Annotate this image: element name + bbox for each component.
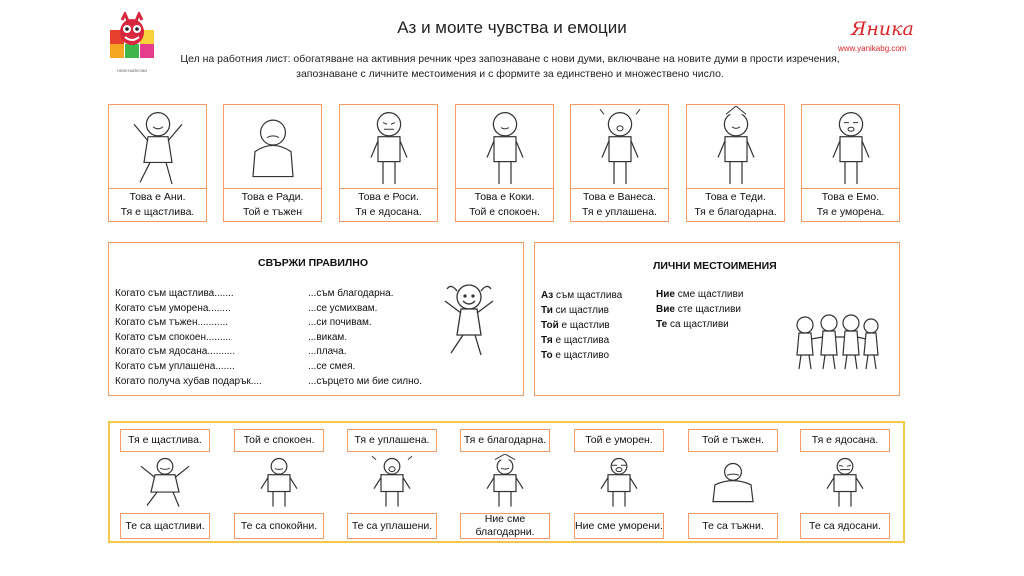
pronoun-phrase: е щастливо (552, 350, 610, 361)
character-feeling: Тя е ядосана. (355, 206, 422, 218)
singular-label: Тя е ядосана. (800, 429, 890, 452)
plural-label: Те са спокойни. (234, 513, 324, 539)
singular-label: Тя е уплашена. (347, 429, 437, 452)
character-caption (340, 188, 437, 221)
match-right-item: ...се усмихвам. (308, 302, 378, 314)
character-feeling: Тя е щастлива. (120, 206, 195, 218)
plural-label: Те са щастливи. (120, 513, 210, 539)
pronoun-phrase: съм щастлива (553, 290, 623, 301)
tired-child-icon (803, 106, 899, 189)
calm-boy-icon (254, 454, 304, 510)
calm-boy-icon (457, 106, 553, 189)
character-feeling: Той е тъжен (242, 206, 302, 218)
singular-label: Тя е благодарна. (460, 429, 550, 452)
match-left-item: Когато съм тъжен........... (115, 317, 229, 329)
match-left-item: Когато съм уплашена....... (115, 361, 235, 372)
brand-logo: Яника (851, 18, 914, 40)
character-name: Това е Емо. (821, 191, 880, 203)
match-right-item: ...се смея. (308, 361, 356, 372)
character-picture (110, 106, 205, 189)
thankful-girl-icon (480, 454, 530, 510)
plural-label: Те са тъжни. (688, 513, 778, 539)
character-card (801, 104, 900, 222)
singular-label: Той е спокоен. (234, 429, 324, 452)
tired-child-icon (594, 454, 644, 510)
character-caption (224, 188, 321, 221)
school-logo-caption: НЕВЕНАЙКОВИ (116, 68, 148, 73)
pronoun: Те (656, 319, 668, 330)
singular-label: Той е тъжен. (688, 429, 778, 452)
pronoun-line (541, 349, 609, 364)
plural-label: Ние сме уморени. (574, 513, 664, 539)
character-card (686, 104, 785, 222)
brand-url[interactable]: www.yanikabg.com (838, 44, 907, 53)
pronoun-phrase: си щастлив (552, 305, 609, 316)
character-picture (341, 106, 436, 189)
pronoun: Вие (656, 304, 675, 315)
scared-girl-icon (367, 454, 417, 510)
plural-label: Те са ядосани. (800, 513, 890, 539)
match-exercise-box (108, 242, 524, 396)
pronoun: Аз (541, 290, 554, 301)
pronoun: Тя (541, 335, 553, 346)
pronoun-phrase: сте щастливи (674, 304, 741, 315)
pronoun-phrase: са щастливи (667, 319, 729, 330)
character-caption (571, 188, 668, 221)
character-card (455, 104, 554, 222)
plural-label: Те са уплашени. (347, 513, 437, 539)
singular-plural-picture (820, 454, 870, 510)
pronoun-line (541, 319, 610, 334)
character-card (570, 104, 669, 222)
character-picture (225, 106, 320, 189)
singular-plural-picture (254, 454, 304, 510)
match-right-item: ...плача. (308, 346, 347, 358)
thankful-girl-icon (688, 106, 784, 189)
pronouns-box (534, 242, 900, 396)
match-right-item: ...съм благодарна. (308, 288, 394, 299)
character-caption (687, 188, 784, 221)
character-caption (802, 188, 899, 221)
character-name: Това е Ани. (129, 191, 186, 203)
plural-label: Ние сме благодарни. (460, 513, 550, 539)
match-right-item: ...сърцето ми бие силно. (308, 375, 422, 387)
character-picture (803, 106, 898, 189)
sad-boy-sitting-icon (225, 106, 321, 189)
page-title: Аз и моите чувства и емоции (397, 18, 627, 37)
match-left-item: Когато съм щастлива....... (115, 288, 234, 299)
character-name: Това е Роси. (358, 191, 419, 203)
character-caption (456, 188, 553, 221)
pronoun-line (541, 304, 609, 319)
sad-boy-icon (708, 454, 758, 510)
group-of-kids-icon (789, 311, 885, 373)
singular-label: Той е уморен. (574, 429, 664, 452)
pronoun-phrase: е щастлива (552, 335, 610, 346)
singular-plural-picture (480, 454, 530, 510)
match-title: СВЪРЖИ ПРАВИЛНО (258, 257, 369, 269)
singular-plural-box (108, 421, 905, 543)
character-name: Това е Теди. (705, 191, 766, 203)
character-card (108, 104, 207, 222)
singular-plural-picture (140, 454, 190, 510)
character-feeling: Тя е благодарна. (694, 206, 777, 218)
character-name: Това е Ванеса. (583, 191, 656, 203)
happy-girl-icon (140, 454, 190, 510)
character-name: Това е Коки. (474, 191, 535, 203)
character-picture (688, 106, 783, 189)
character-card (339, 104, 438, 222)
match-left-item: Когато съм уморена........ (115, 302, 231, 314)
pronouns-title: ЛИЧНИ МЕСТОИМЕНИЯ (653, 260, 777, 272)
character-feeling: Тя е уплашена. (582, 206, 657, 218)
match-left-item: Когато съм спокоен......... (115, 331, 231, 343)
pronoun: Ти (541, 305, 553, 316)
angry-girl-icon (820, 454, 870, 510)
pronoun-phrase: сме щастливи (674, 289, 744, 300)
scared-girl-icon (572, 106, 668, 189)
pronoun: Ние (656, 289, 675, 300)
singular-plural-picture (594, 454, 644, 510)
character-picture (457, 106, 552, 189)
match-right-item: ...си почивам. (308, 317, 372, 329)
pronoun-line (541, 334, 609, 349)
pronoun-phrase: е щастлив (558, 320, 610, 331)
pronoun: То (541, 350, 553, 361)
character-caption (109, 188, 206, 221)
pronoun-line (656, 303, 741, 318)
worksheet-goal: Цел на работния лист: обогатяване на активния речник чрез запознаване с нови думи, включване на новите думи в прости изречения, запознаване с личните местоимения и с формите за единствено и множествено число. (180, 53, 840, 80)
match-left-item: Когато получа хубав подарък.... (115, 375, 262, 387)
happy-girl-jumping-icon (110, 106, 206, 189)
match-left-item: Когато съм ядосана.......... (115, 346, 236, 358)
character-name: Това е Ради. (241, 191, 304, 203)
happy-girl-jumping-icon (437, 279, 501, 363)
match-right-item: ...викам. (308, 331, 348, 343)
pronoun-line (656, 288, 743, 303)
character-feeling: Тя е уморена. (816, 206, 885, 218)
character-feeling: Той е спокоен. (469, 206, 540, 218)
angry-girl-icon (341, 106, 437, 189)
pronoun-line (656, 318, 729, 333)
singular-plural-picture (708, 454, 758, 510)
pronoun-line (541, 289, 622, 304)
character-picture (572, 106, 667, 189)
singular-plural-picture (367, 454, 417, 510)
singular-label: Тя е щастлива. (120, 429, 210, 452)
pronoun: Той (541, 320, 559, 331)
character-card (223, 104, 322, 222)
